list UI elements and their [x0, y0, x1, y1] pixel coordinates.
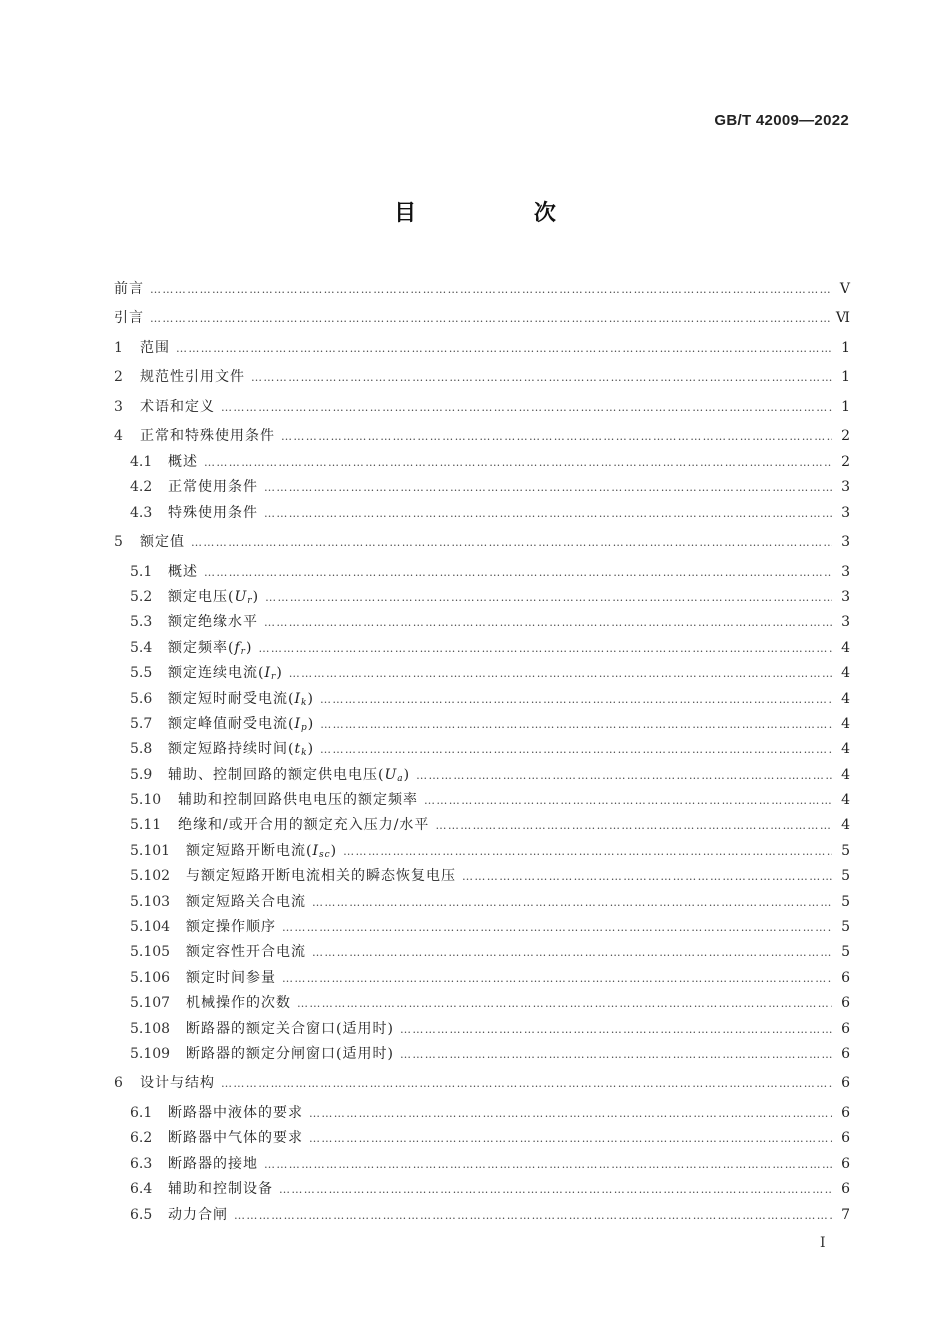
toc-entry-4[interactable]	[114, 424, 850, 449]
toc-label: 特殊使用条件	[168, 504, 258, 521]
toc-page-number: Ⅵ	[835, 310, 850, 327]
dot-leader	[264, 475, 832, 500]
toc-label: 动力合闸	[168, 1206, 228, 1223]
page-number-text: Ⅰ	[820, 1235, 826, 1251]
symbol-subscript: r	[240, 646, 246, 657]
symbol-subscript: k	[301, 697, 308, 708]
toc-number: 5.103	[130, 893, 171, 910]
toc-page-number: 4	[841, 741, 850, 758]
dot-leader	[282, 915, 832, 940]
toc-page-number: 4	[841, 792, 850, 809]
toc-page-number: 5	[841, 893, 850, 910]
toc-label: 断路器中液体的要求	[168, 1104, 303, 1121]
toc-label: 辅助和控制设备	[168, 1181, 273, 1198]
toc-page-number: 6	[841, 1075, 850, 1092]
toc-page-number: 6	[841, 1130, 850, 1147]
toc-label-text: 额定电压(	[168, 588, 235, 605]
standard-code: GB/T 42009—2022	[714, 112, 849, 129]
toc-entry-5-5[interactable]	[114, 661, 850, 686]
toc-entry-4-2[interactable]	[114, 475, 850, 500]
toc-label: 额定绝缘水平	[168, 614, 258, 631]
toc-number: 6	[114, 1075, 123, 1092]
toc-number: 5.9	[130, 766, 153, 783]
toc-entry-5-108[interactable]	[114, 1017, 850, 1042]
toc-entry-6-1[interactable]	[114, 1101, 850, 1126]
toc-entry-2[interactable]	[114, 365, 850, 390]
symbol: U	[384, 766, 398, 783]
toc-number: 2	[114, 369, 123, 386]
toc-label: 额定时间参量	[186, 969, 276, 986]
toc-label-text: 额定连续电流(	[168, 665, 265, 682]
dot-leader	[221, 1071, 832, 1096]
toc-label: 断路器的接地	[168, 1155, 258, 1172]
toc-number: 5.5	[130, 665, 153, 682]
toc-page-number: 3	[841, 504, 850, 521]
toc-label: 断路器的额定分闸窗口(适用时)	[186, 1045, 394, 1062]
toc-number: 6.3	[130, 1155, 153, 1172]
toc-label-close: )	[307, 741, 315, 758]
page-title: 目 次	[394, 201, 611, 226]
toc-number: 5.106	[130, 969, 171, 986]
toc-label-text: 额定短时耐受电流(	[168, 690, 295, 707]
dot-leader	[150, 306, 830, 331]
toc-page-number: 5	[841, 944, 850, 961]
toc-number: 6.5	[130, 1206, 153, 1223]
symbol: I	[294, 715, 301, 732]
dot-leader	[251, 365, 832, 390]
toc-label: 绝缘和/或开合用的额定充入压力/水平	[178, 817, 430, 834]
toc-page-number: 3	[841, 479, 850, 496]
toc-number: 5.105	[130, 944, 171, 961]
toc-number: 5.107	[130, 995, 171, 1012]
toc-label-text: 辅助、控制回路的额定供电电压(	[168, 766, 385, 783]
toc-entry-5-11[interactable]	[114, 813, 850, 838]
dot-leader	[234, 1203, 832, 1228]
toc-number: 5.1	[130, 563, 153, 580]
toc-number: 5.10	[130, 792, 162, 809]
toc-entry-5-109[interactable]	[114, 1042, 850, 1067]
dot-leader	[289, 661, 832, 686]
symbol: U	[234, 588, 248, 605]
toc-entry-5-9[interactable]	[114, 763, 850, 788]
toc-page-number: 6	[841, 1104, 850, 1121]
toc-page-number: 1	[841, 398, 850, 415]
toc-page-number: 6	[841, 995, 850, 1012]
toc-number: 5.108	[130, 1020, 171, 1037]
symbol-subscript: sc	[319, 849, 331, 860]
symbol: t	[294, 741, 302, 758]
toc-number: 4	[114, 428, 123, 445]
dot-leader	[221, 395, 832, 420]
dot-leader	[424, 788, 832, 813]
toc-entry-5-8[interactable]	[114, 737, 850, 762]
toc-label: 与额定短路开断电流相关的瞬态恢复电压	[186, 868, 456, 885]
dot-leader	[264, 610, 832, 635]
toc-entry-5-1[interactable]	[114, 560, 850, 585]
dot-leader	[312, 940, 832, 965]
toc-page-number: 3	[841, 588, 850, 605]
toc-label: 范围	[140, 339, 170, 356]
toc-page-number: 3	[841, 534, 850, 551]
toc-entry-5-7[interactable]	[114, 712, 850, 737]
toc-entry-5-10[interactable]	[114, 788, 850, 813]
dot-leader	[309, 1126, 832, 1151]
toc-page-number: 4	[841, 766, 850, 783]
dot-leader	[282, 966, 832, 991]
dot-leader	[343, 839, 832, 864]
dot-leader	[312, 890, 832, 915]
toc-label: 额定操作顺序	[186, 919, 276, 936]
table-of-contents	[114, 277, 850, 1228]
toc-number: 5.104	[130, 919, 171, 936]
toc-page-number: 1	[841, 339, 850, 356]
toc-page-number: 6	[841, 1020, 850, 1037]
dot-leader	[400, 1017, 832, 1042]
symbol-subscript: r	[247, 595, 253, 606]
toc-entry-3[interactable]	[114, 395, 850, 420]
toc-label: 规范性引用文件	[140, 369, 245, 386]
toc-page-number: 6	[841, 1045, 850, 1062]
dot-leader	[279, 1177, 832, 1202]
symbol-subscript: a	[397, 773, 404, 784]
toc-page-number: 2	[841, 428, 850, 445]
toc-label: 额定值	[140, 534, 185, 551]
toc-page-number: 6	[841, 1155, 850, 1172]
toc-entry-5-107[interactable]	[114, 991, 850, 1016]
toc-label-text: 额定频率(	[168, 639, 235, 656]
toc-entry-5-101[interactable]	[114, 839, 850, 864]
toc-label: 正常使用条件	[168, 479, 258, 496]
toc-number: 4.1	[130, 453, 153, 470]
toc-page-number: 3	[841, 563, 850, 580]
toc-label-text: 额定峰值耐受电流(	[168, 715, 295, 732]
toc-entry-4-1[interactable]	[114, 450, 850, 475]
dot-leader	[258, 636, 832, 661]
symbol: I	[312, 842, 319, 859]
dot-leader	[265, 585, 832, 610]
toc-number: 5.4	[130, 639, 153, 656]
toc-number: 6.1	[130, 1104, 153, 1121]
dot-leader	[264, 1152, 832, 1177]
dot-leader	[204, 450, 832, 475]
symbol-subscript: p	[301, 722, 308, 733]
toc-label: 断路器的额定关合窗口(适用时)	[186, 1020, 394, 1037]
toc-entry-6-4[interactable]	[114, 1177, 850, 1202]
dot-leader	[150, 277, 832, 302]
symbol-subscript: r	[271, 672, 277, 683]
toc-entry-1[interactable]	[114, 336, 850, 361]
toc-page-number: 7	[841, 1206, 850, 1223]
toc-label-text: 额定短路开断电流(	[186, 842, 313, 859]
toc-number: 6.2	[130, 1130, 153, 1147]
toc-label: 前言	[114, 281, 144, 297]
toc-entry-5-106[interactable]	[114, 966, 850, 991]
toc-label: 额定短路关合电流	[186, 893, 306, 910]
toc-label: 设计与结构	[140, 1075, 215, 1092]
toc-entry-5-102[interactable]	[114, 864, 850, 889]
toc-entry-5-103[interactable]	[114, 890, 850, 915]
dot-leader	[462, 864, 832, 889]
toc-entry-5-105[interactable]	[114, 940, 850, 965]
dot-leader	[281, 424, 832, 449]
toc-number: 4.3	[130, 504, 153, 521]
toc-page-number: 1	[841, 369, 850, 386]
dot-leader	[264, 501, 832, 526]
toc-label: 正常和特殊使用条件	[140, 428, 275, 445]
toc-label: 额定容性开合电流	[186, 944, 306, 961]
toc-entry-6-3[interactable]	[114, 1152, 850, 1177]
toc-entry-5-2[interactable]	[114, 585, 850, 610]
toc-number: 5.101	[130, 842, 171, 859]
toc-label: 断路器中气体的要求	[168, 1130, 303, 1147]
symbol: I	[294, 690, 301, 707]
toc-label: 机械操作的次数	[186, 995, 291, 1012]
toc-page-number: 3	[841, 614, 850, 631]
toc-number: 5.8	[130, 741, 153, 758]
toc-entry-6-5[interactable]	[114, 1203, 850, 1228]
toc-page-number: 4	[841, 817, 850, 834]
dot-leader	[320, 712, 832, 737]
dot-leader	[416, 763, 832, 788]
toc-label-close: )	[307, 690, 314, 707]
toc-page-number: 6	[841, 1181, 850, 1198]
toc-page-number: 2	[841, 453, 850, 470]
toc-number: 5.109	[130, 1045, 171, 1062]
toc-entry-5[interactable]	[114, 530, 850, 555]
dot-leader	[176, 336, 832, 361]
dot-leader	[191, 530, 832, 555]
toc-entry-6[interactable]	[114, 1071, 850, 1096]
toc-label-close: )	[252, 588, 260, 605]
toc-label: 引言	[114, 310, 144, 327]
toc-page-number: 5	[841, 842, 850, 859]
dot-leader	[297, 991, 832, 1016]
toc-page-number: 5	[841, 919, 850, 936]
toc-number: 6.4	[130, 1181, 153, 1198]
dot-leader	[435, 813, 832, 838]
symbol: I	[264, 665, 271, 682]
symbol-subscript: k	[301, 748, 308, 759]
toc-number: 5.7	[130, 715, 153, 732]
dot-leader	[320, 737, 832, 762]
toc-page-number: 5	[841, 868, 850, 885]
toc-page-number: 4	[841, 690, 850, 707]
toc-label: 术语和定义	[140, 398, 215, 415]
toc-entry-6-2[interactable]	[114, 1126, 850, 1151]
toc-entry-introduction[interactable]	[114, 306, 850, 331]
toc-label-close: )	[245, 639, 253, 656]
toc-page-number: Ⅴ	[839, 281, 850, 297]
toc-label-close: )	[307, 715, 315, 732]
symbol: f	[234, 639, 241, 656]
toc-page-number: 4	[841, 665, 850, 682]
toc-label-close: )	[276, 665, 283, 682]
toc-entry-5-3[interactable]	[114, 610, 850, 635]
dot-leader	[309, 1101, 832, 1126]
toc-number: 5.2	[130, 588, 153, 605]
toc-label-text: 额定短路持续时间(	[168, 741, 295, 758]
toc-number: 5.102	[130, 868, 171, 885]
toc-label-close: )	[403, 766, 411, 783]
dot-leader	[320, 687, 832, 712]
toc-number: 5.6	[130, 690, 153, 707]
toc-entry-foreword[interactable]	[114, 277, 850, 302]
toc-number: 4.2	[130, 479, 153, 496]
toc-page-number: 6	[841, 969, 850, 986]
toc-entry-5-6[interactable]	[114, 687, 850, 712]
toc-page-number: 4	[841, 715, 850, 732]
dot-leader	[204, 560, 832, 585]
toc-page-number: 4	[841, 639, 850, 656]
toc-entry-5-4[interactable]	[114, 636, 850, 661]
toc-number: 1	[114, 339, 123, 356]
dot-leader	[400, 1042, 832, 1067]
toc-entry-4-3[interactable]	[114, 501, 850, 526]
toc-number: 3	[114, 398, 123, 415]
toc-label: 概述	[168, 453, 198, 470]
toc-number: 5.11	[130, 817, 162, 834]
toc-label-close: )	[330, 842, 338, 859]
toc-label: 辅助和控制回路供电电压的额定频率	[178, 792, 418, 809]
toc-number: 5	[114, 534, 123, 551]
toc-number: 5.3	[130, 614, 153, 631]
toc-entry-5-104[interactable]	[114, 915, 850, 940]
toc-label: 概述	[168, 563, 198, 580]
